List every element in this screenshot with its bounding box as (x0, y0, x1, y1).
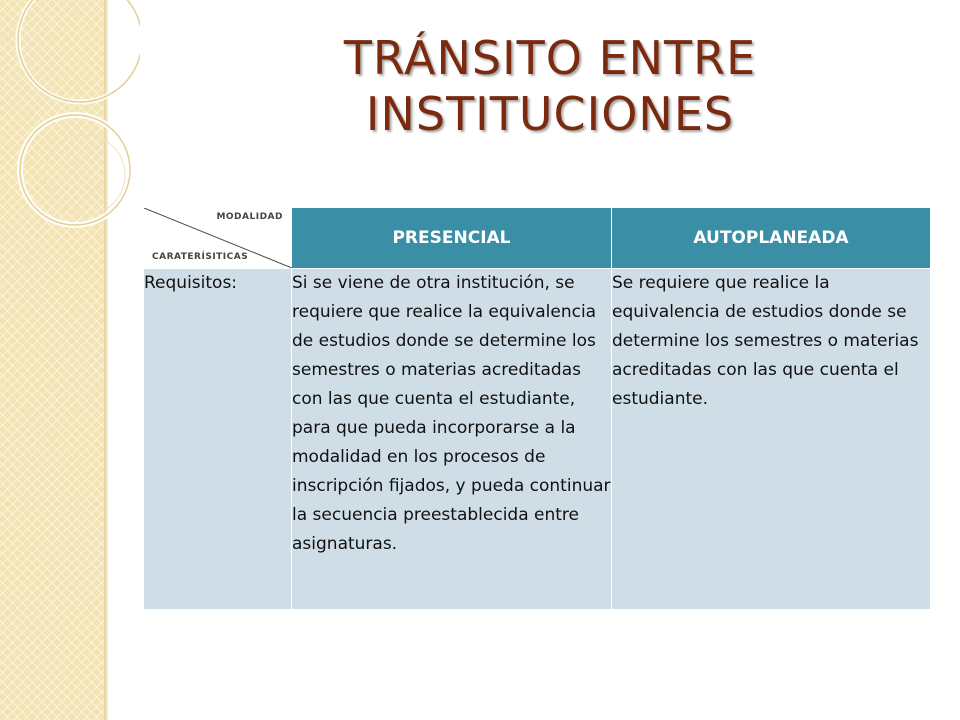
title-line-2: INSTITUCIONES (365, 87, 735, 141)
cell-presencial-requisitos: Si se viene de otra institución, se requiere que realice la equivalencia de estudios donde se determine los semestres o materias acreditadas con las que cuenta el estudiante, para que pueda incorporarse a la modalidad en los procesos de inscripción fijados, y pueda continuar la secuencia preestablecida entre asignaturas. (292, 269, 612, 610)
table-row (144, 269, 931, 610)
column-header-autoplaneada: AUTOPLANEADA (612, 208, 931, 269)
corner-label-modalidad: MODALIDAD (216, 212, 283, 222)
corner-label-caracteristicas: CARATERÍSITICAS (152, 252, 249, 262)
comparison-table (143, 207, 931, 610)
title-line-1: TRÁNSITO ENTRE (343, 31, 757, 85)
page-title (200, 30, 900, 142)
table-header-row (144, 208, 931, 269)
corner-header-cell (144, 208, 292, 269)
column-header-presencial: PRESENCIAL (292, 208, 612, 269)
decorative-rings-icon (0, 0, 140, 260)
cell-autoplaneada-requisitos: Se requiere que realice la equivalencia de estudios donde se determine los semestres o materias acreditadas con las que cuenta el estudiante. (612, 269, 931, 610)
row-label-requisitos: Requisitos: (144, 269, 292, 610)
